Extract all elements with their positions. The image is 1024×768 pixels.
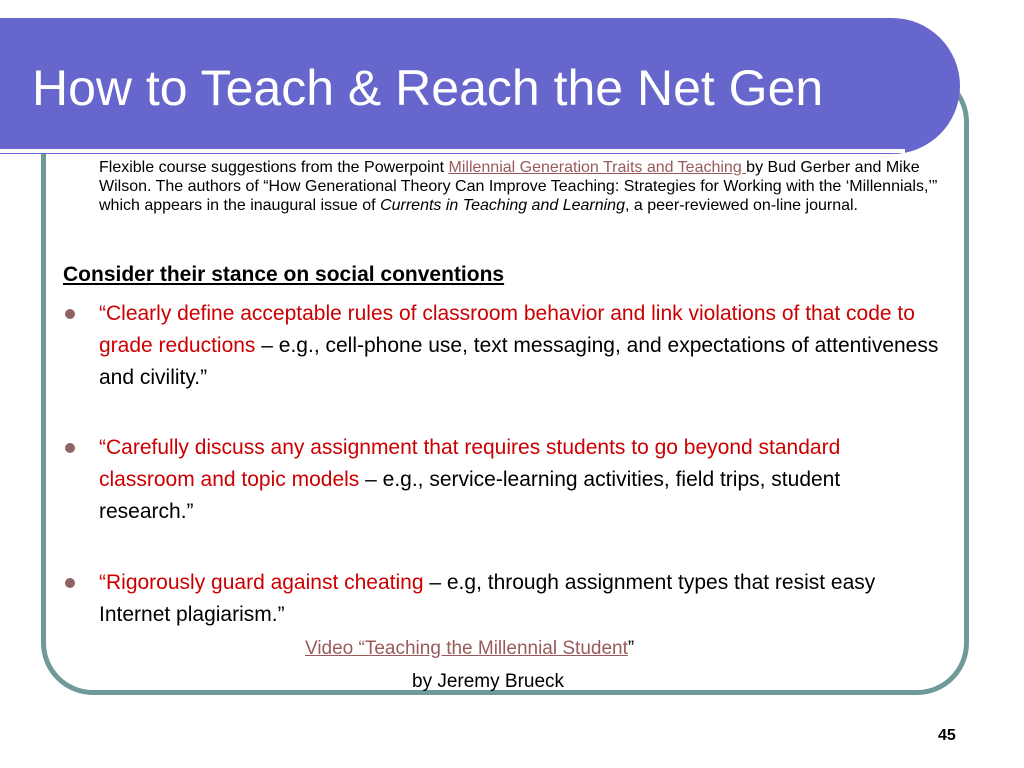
intro-text-after-link: by Bud Gerber and Mike Wilson. The authors of “How Generational Theory Can Improve Teaching: Strategies for Working with the ‘Millennials,’” which appears in the inaugural issue of [99,159,938,214]
slide-title: How to Teach & Reach the Net Gen [32,60,824,116]
bullet-dot-icon [65,309,75,319]
intro-paragraph [99,158,949,215]
title-underline-rule [0,149,905,153]
bullet-rest: – e.g., service-learning activities, field trips, student research.” [99,468,841,523]
section-heading: Consider their stance on social conventions [63,263,505,286]
bullet-dot-icon [65,578,75,588]
video-line [305,637,634,661]
journal-title: Currents in Teaching and Learning [380,197,625,214]
bullet-item [99,298,939,394]
bullet-item [99,432,939,528]
video-link-suffix: ” [627,638,635,659]
bullet-rest: – e.g., cell-phone use, text messaging, and expectations of attentiveness and civility.” [99,334,939,389]
bullet-rest: – e.g, through assignment types that resist easy Internet plagiarism.” [99,571,876,626]
bullet-dot-icon [65,443,75,453]
bullet-quote: “Clearly define acceptable rules of classroom behavior and link violations of that code to grade reductions [99,302,915,357]
video-byline: by Jeremy Brueck [412,671,565,692]
bullet-quote: “Rigorously guard against cheating [99,571,424,594]
intro-text-end: , a peer-reviewed on-line journal. [624,197,858,214]
title-bar [0,18,960,154]
bullet-item [99,567,939,631]
powerpoint-link[interactable]: Millennial Generation Traits and Teaching [448,159,747,176]
intro-text-before-link: Flexible course suggestions from the Powerpoint [99,159,449,176]
bullet-quote: “Carefully discuss any assignment that requires students to go beyond standard classroom and topic models [99,436,841,491]
page-number: 45 [938,727,956,744]
video-link[interactable]: Video “Teaching the Millennial Student [305,638,628,659]
